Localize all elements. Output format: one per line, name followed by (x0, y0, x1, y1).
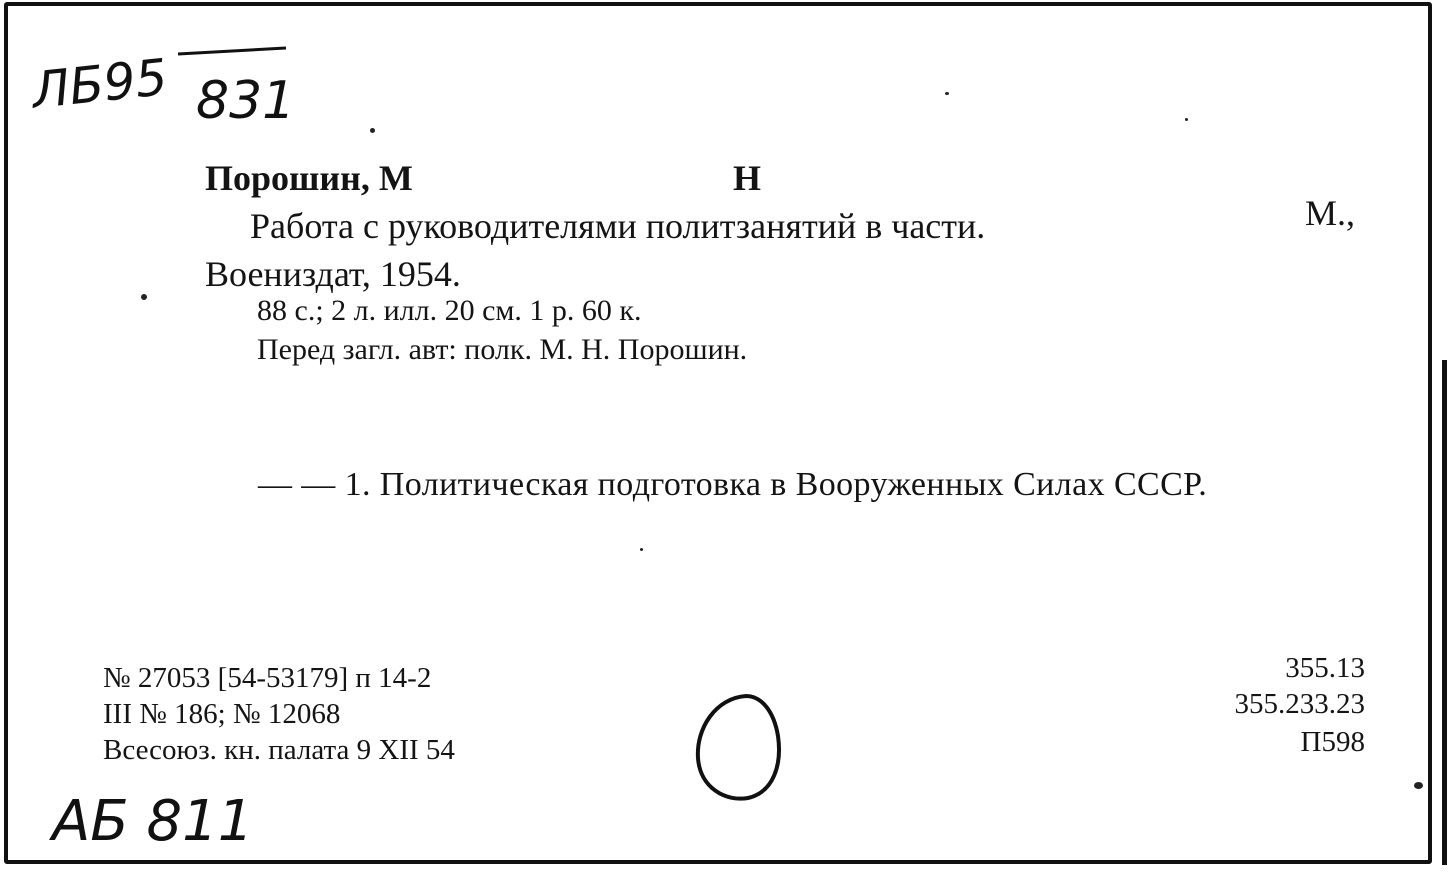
publication-place: М., (1305, 193, 1356, 233)
scan-speck (1185, 118, 1188, 121)
publisher-year: Воениздат, 1954. (205, 254, 461, 294)
handwritten-top-code: ЛБ95 (29, 48, 171, 120)
registry-line-2: III № 186; № 12068 (103, 698, 341, 730)
scan-speck (640, 548, 643, 551)
registry-line-3: Всесоюз. кн. палата 9 XII 54 (103, 734, 455, 766)
handwritten-top-number: 831 (196, 71, 296, 131)
author-note: Перед загл. авт: полк. М. Н. Порошин. (257, 333, 748, 366)
classification-line-3: П598 (1300, 726, 1365, 758)
scan-speck (370, 128, 375, 133)
collation: 88 с.; 2 л. илл. 20 см. 1 р. 60 к. (257, 294, 642, 327)
scan-speck (1414, 782, 1423, 789)
classification-line-2: 355.233.23 (1234, 688, 1365, 720)
card-edge-shadow (1442, 360, 1447, 865)
registry-line-1: № 27053 [54-53179] п 14-2 (103, 662, 432, 694)
book-title: Работа с руководителями политзанятий в части. (250, 206, 986, 246)
scan-speck (945, 92, 949, 95)
handwritten-inventory-code (48, 776, 298, 856)
handwritten-bottom-code: АБ 811 (52, 789, 254, 854)
author-initial: Н (733, 158, 762, 198)
punch-hole-outline (686, 688, 796, 808)
handwritten-call-number (28, 32, 298, 132)
scan-speck (141, 294, 147, 300)
author-name: Порошин, М (205, 158, 413, 198)
subject-heading: — — 1. Политическая подготовка в Вооруженных Силах СССР. (258, 466, 1208, 503)
classification-line-1: 355.13 (1285, 652, 1365, 684)
